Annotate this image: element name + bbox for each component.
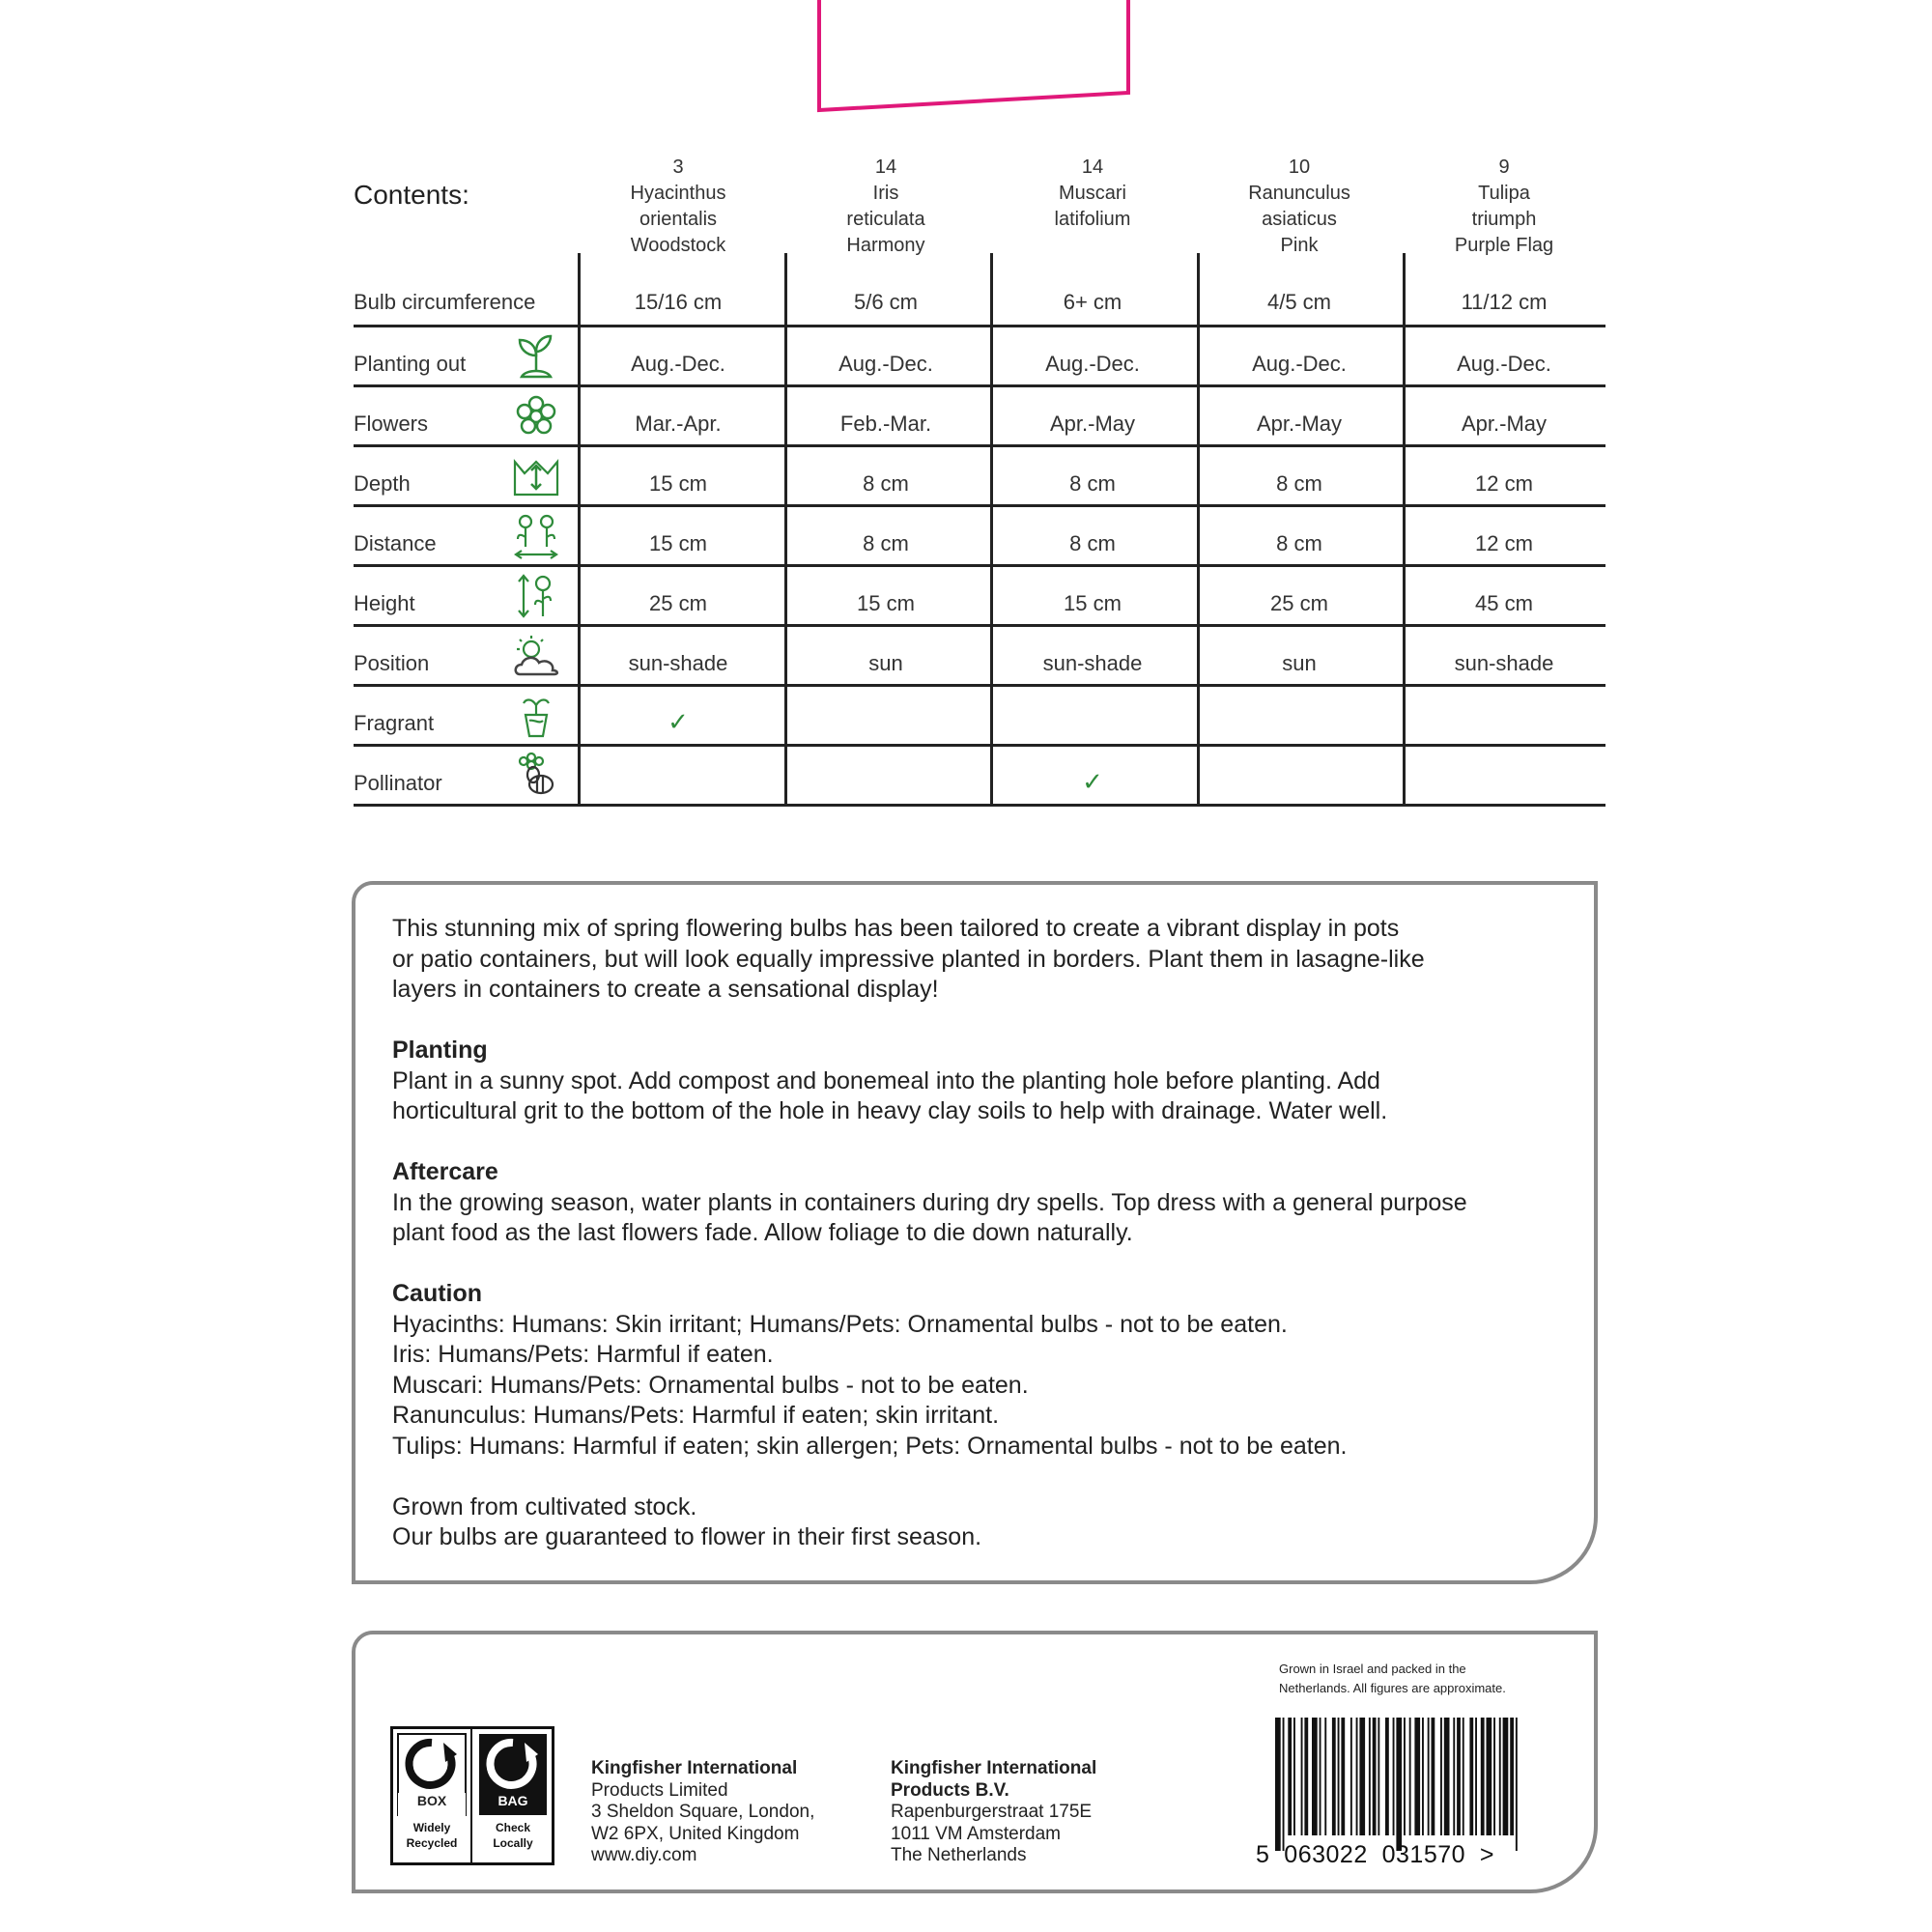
fragrant-icon [512,692,560,740]
table-cell: 15 cm [857,591,915,615]
barcode-bar [1283,1718,1285,1851]
barcode-bar [1304,1718,1308,1835]
barcode-bar [1487,1718,1492,1835]
table-cell: sun-shade [628,651,728,675]
row-divider [354,804,1605,807]
table-cell: 45 cm [1475,591,1533,615]
column-header: 14 Iris reticulata Harmony [846,156,925,256]
barcode-bar [1457,1718,1461,1835]
aftercare-heading: Aftercare [392,1158,498,1185]
row-divider [354,384,1605,387]
row-divider [354,684,1605,687]
row-label: Fragrant [354,711,435,735]
barcode-bar [1422,1718,1424,1835]
table-cell: 8 cm [1276,471,1322,496]
table-cell: 15 cm [1064,591,1122,615]
column-header: 10 Ranunculus asiaticus Pink [1248,156,1350,256]
aftercare-line: In the growing season, water plants in containers during dry spells. Top dress with a general purpose [392,1188,1467,1216]
table-cell: 15/16 cm [634,290,723,314]
table-cell: sun-shade [1454,651,1554,675]
column-divider [990,253,993,807]
barcode-bar [1499,1718,1501,1835]
barcode [1273,1718,1563,1853]
barcode-bar [1356,1718,1358,1835]
bee-icon [512,752,560,800]
column-header: 14 Muscari latifolium [1054,156,1131,230]
column-divider [784,253,787,807]
row-label: Depth [354,471,411,496]
barcode-bar [1359,1718,1365,1835]
barcode-bar [1369,1718,1371,1835]
product-card-outline [813,0,1132,118]
row-divider [354,504,1605,507]
barcode-bar [1414,1718,1420,1835]
barcode-bar [1373,1718,1377,1835]
bag-text: Check Locally [493,1821,533,1850]
row-divider [354,564,1605,567]
table-cell: sun [1282,651,1317,675]
barcode-bar [1301,1718,1303,1835]
row-label: Pollinator [354,771,442,795]
table-cell: Aug.-Dec. [631,352,725,376]
barcode-bar [1516,1718,1518,1851]
table-cell: 4/5 cm [1266,290,1332,314]
planting-icon [512,332,560,381]
row-divider [354,624,1605,627]
table-cell: 5/6 cm [853,290,919,314]
table-cell: Apr.-May [1049,412,1136,436]
table-cell: Aug.-Dec. [838,352,933,376]
check-mark: ✓ [1082,767,1103,796]
bag-recycle-col [474,1729,552,1862]
row-label: Distance [354,531,437,555]
table-cell: Apr.-May [1256,412,1343,436]
barcode-bar [1404,1718,1406,1835]
sun-cloud-icon [512,632,560,680]
barcode-bar [1493,1718,1495,1835]
depth-icon [512,452,560,500]
recycling-label [390,1726,554,1865]
table-cell: 15 cm [649,531,707,555]
table-cell: Feb.-Mar. [839,412,932,436]
barcode-bar [1453,1718,1455,1835]
planting-line: Plant in a sunny spot. Add compost and bonemeal into the planting hole before planting. Add [392,1066,1380,1094]
column-header: 9 Tulipa triumph Purple Flag [1454,156,1554,256]
caution-line: Hyacinths: Humans: Skin irritant; Humans/Pets: Ornamental bulbs - not to be eaten. [392,1310,1288,1338]
table-cell: 8 cm [1069,531,1116,555]
table-cell: sun-shade [1042,651,1143,675]
caution-line: Ranunculus: Humans/Pets: Harmful if eaten; skin irritant. [392,1402,1000,1429]
check-mark: ✓ [668,707,689,736]
barcode-bar [1432,1718,1435,1835]
table-cell: Aug.-Dec. [1045,352,1140,376]
barcode-bar [1332,1718,1336,1835]
table-cell: 8 cm [1276,531,1322,555]
row-label: Height [354,591,415,615]
table-cell: Mar.-Apr. [635,412,722,436]
barcode-bar [1440,1718,1442,1835]
table-cell: 11/12 cm [1461,290,1548,314]
barcode-bar [1393,1718,1395,1835]
column-header: 3 Hyacinthus orientalis Woodstock [630,156,726,256]
distance-icon [512,512,560,560]
row-divider [354,444,1605,447]
table-cell: 6+ cm [1063,290,1122,314]
box-text: Widely Recycled [406,1821,458,1850]
closing-line: Grown from cultivated stock. [392,1492,697,1520]
column-divider [1403,253,1406,807]
barcode-bar [1324,1718,1326,1835]
box-code: BOX [416,1793,447,1808]
barcode-bar [1396,1718,1402,1851]
table-cell: 12 cm [1475,471,1533,496]
intro-line: This stunning mix of spring flowering bulbs has been tailored to create a vibrant display in pots [392,915,1400,942]
row-label: Bulb circumference [354,290,536,314]
barcode-bar [1378,1718,1379,1835]
row-label: Flowers [354,412,429,436]
caution-line: Iris: Humans/Pets: Harmful if eaten. [392,1341,774,1368]
table-cell: 25 cm [1270,591,1328,615]
table-cell: 8 cm [863,531,909,555]
caution-line: Muscari: Humans/Pets: Ornamental bulbs - not to be eaten. [392,1371,1029,1399]
closing-line: Our bulbs are guaranteed to flower in their first season. [392,1523,982,1550]
table-cell: 8 cm [863,471,909,496]
barcode-bar [1385,1718,1389,1835]
address-uk: Kingfisher International Products Limited 3 Sheldon Square, London, W2 6PX, United Kingdom www.diy.com [591,1758,815,1865]
flower-icon [512,392,560,440]
planting-line: horticultural grit to the bottom of the hole in heavy clay soils to help with drainage. Water well. [392,1097,1388,1124]
caution-line: Tulips: Humans: Harmful if eaten; skin allergen; Pets: Ornamental bulbs - not to be eaten. [392,1432,1348,1460]
contents-label: Contents: [354,180,469,210]
intro-line: layers in containers to create a sensational display! [392,976,939,1003]
barcode-bar [1341,1718,1345,1835]
barcode-bar [1338,1718,1340,1835]
table-cell: 15 cm [649,471,707,496]
intro-line: or patio containers, but will look equally impressive planted in borders. Plant them in lasagne-like [392,945,1425,973]
barcode-bar [1481,1718,1485,1835]
barcode-bar [1312,1718,1318,1835]
info-text [392,914,1580,1583]
row-divider [354,325,1605,327]
barcode-bar [1444,1718,1450,1835]
barcode-bar [1510,1718,1514,1835]
barcode-bar [1503,1718,1509,1835]
barcode-bar [1428,1718,1430,1835]
barcode-bar [1409,1718,1411,1835]
barcode-bar [1350,1718,1352,1835]
aftercare-line: plant food as the last flowers fade. Allow foliage to die down naturally. [392,1219,1133,1246]
table-cell: sun [868,651,903,675]
row-divider [354,744,1605,747]
height-icon [512,572,560,620]
table-cell: Aug.-Dec. [1252,352,1347,376]
table-cell: 8 cm [1069,471,1116,496]
barcode-bar [1469,1718,1473,1835]
table-cell: 12 cm [1475,531,1533,555]
barcode-bar [1275,1718,1281,1851]
row-label: Planting out [354,352,467,376]
barcode-digits: 5 063022 031570 > [1256,1841,1495,1868]
table-cell: Aug.-Dec. [1457,352,1551,376]
barcode-bar [1320,1718,1321,1835]
column-divider [1197,253,1200,807]
address-nl: Kingfisher International Products B.V. Rapenburgerstraat 175E 1011 VM Amsterdam The Netherlands [891,1758,1097,1865]
planting-heading: Planting [392,1037,488,1064]
barcode-bar [1288,1718,1292,1835]
caution-heading: Caution [392,1280,483,1307]
box-recycle-col [393,1729,470,1862]
barcode-bar [1463,1718,1464,1835]
table-cell: Apr.-May [1461,412,1548,436]
barcode-bar [1475,1718,1477,1835]
table-cell: 25 cm [649,591,707,615]
row-label: Position [354,651,430,675]
barcode-bar [1293,1718,1295,1835]
origin-note: Grown in Israel and packed in the Netherlands. All figures are approximate. [1279,1662,1506,1695]
bag-code: BAG [497,1793,528,1808]
